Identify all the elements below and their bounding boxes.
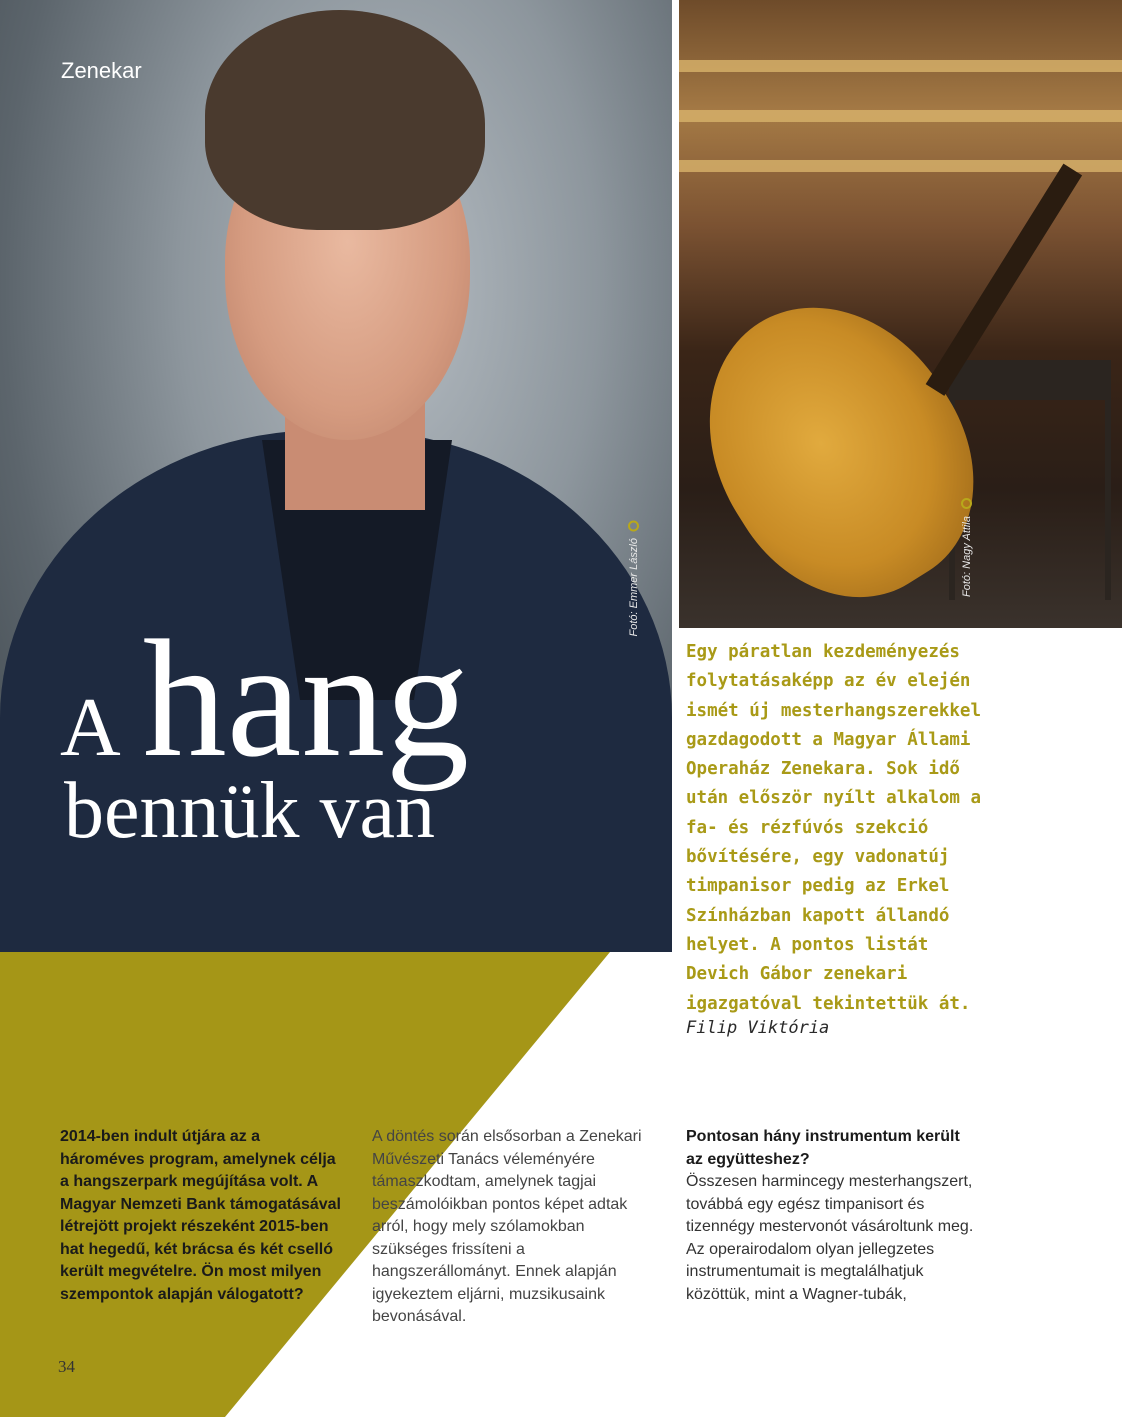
credit-circle-icon (962, 498, 973, 509)
column-2-text: A döntés során elsősorban a Zenekari Művészeti Tanács véleményére támaszkodtam, amelynek tagjai beszámolóikban pontos képet adtak arról, hogy mely szólamokban szükséges frissíteni a hangszerállományt. Ennek alapján igyekeztem eljárni, muzsikusaink bevonásával. (372, 1128, 642, 1325)
portrait-photo-credit: Fotó: Emmer László (628, 520, 640, 636)
credit-circle-icon (629, 520, 640, 531)
interview-question: Pontosan hány instrumentum került az együtteshez? (686, 1128, 960, 1168)
bass-photo-credit: Fotó: Nagy Attila (961, 498, 973, 597)
lead-text: Egy páratlan kezdeményezés folytatásaképp az év elején ismét új mesterhangszerekkel gazdagodott a Magyar Állami Operaház Zenekara. Sok idő után először nyílt alkalom a fa- és rézfúvós szekció bővítésére, egy vadonatúj timpanisor pedig az Erkel Színházban kapott állandó helyet. A pontos listát Devich Gábor zenekari igazgatóval tekintettük át. (686, 642, 982, 1014)
section-tag: Zenekar (61, 58, 142, 83)
page-number: 34 (58, 1357, 75, 1376)
title-word-hang: hang (142, 606, 470, 792)
article-title (60, 606, 470, 855)
interview-answer: Összesen harmincegy mesterhangszert, továbbá egy egész timpanisort és tizennégy mestervonót vásároltunk meg. Az operairodalom olyan jellegzetes instrumentumait is megtalálhatjuk közöttük, mint a Wagner-tubák, (686, 1173, 974, 1303)
title-word-a: A (60, 681, 121, 774)
lead-paragraph (686, 638, 986, 1019)
body-column-2 (372, 1126, 662, 1329)
body-column-3 (686, 1126, 978, 1306)
double-bass-photo (679, 0, 1122, 628)
body-column-1 (60, 1126, 346, 1306)
title-line-2: bennük van (64, 767, 436, 855)
column-1-text: 2014-ben indult útjára az a hároméves program, amelynek célja a hangszerpark megújítása volt. A Magyar Nemzeti Bank támogatásával létrejött projekt részeként 2015-ben hat hegedű, két brácsa és két cselló került megvételre. Ön most milyen szempontok alapján válogatott? (60, 1128, 341, 1303)
author-name: Filip Viktória (686, 1018, 830, 1038)
